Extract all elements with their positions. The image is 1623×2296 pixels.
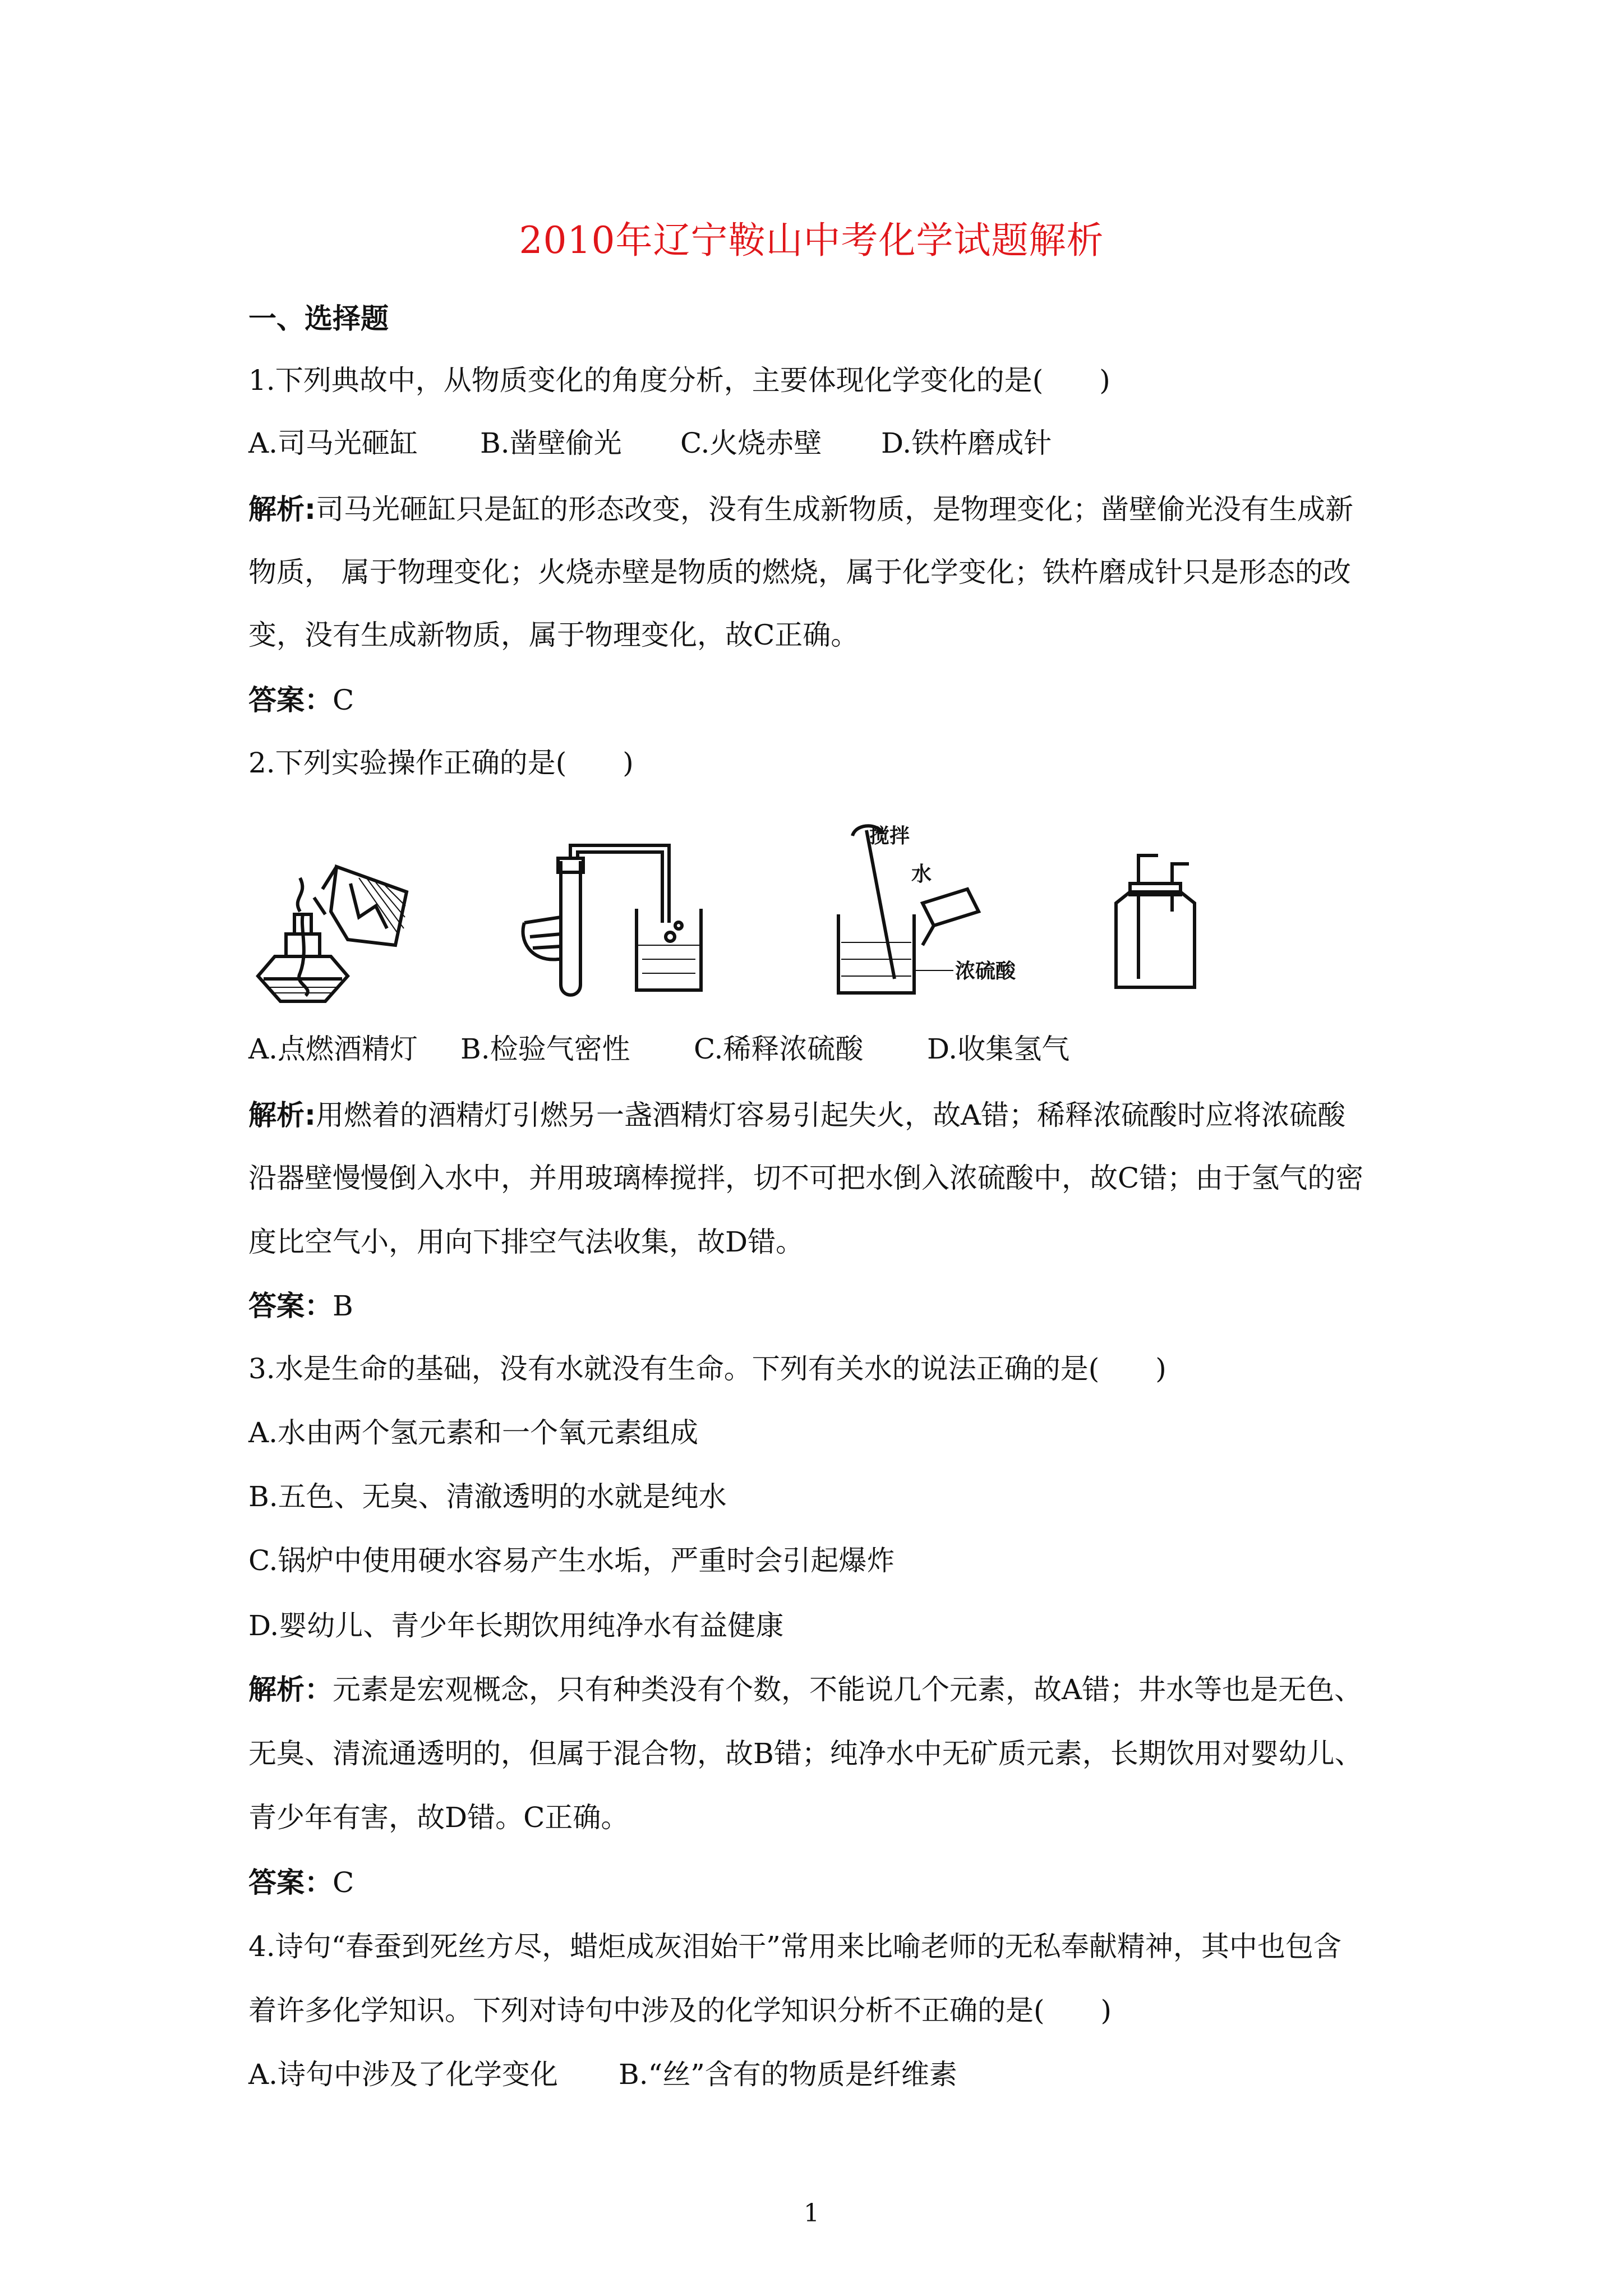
label-stir: 搅拌 [869,825,910,848]
question-1-analysis-line-3: 变，没有生成新物质，属于物理变化，故C正确。 [248,619,859,651]
option-a: A.诗句中涉及了化学变化 [248,2058,559,2091]
question-2-analysis-line-3: 度比空气小，用向下排空气法收集，故D错。 [248,1226,804,1258]
question-1-options [248,426,1370,460]
analysis-label: 解析: [248,1099,316,1131]
figure-airtightness-check [508,839,743,1007]
figure-alcohol-lamp [247,844,415,1013]
question-3-option-d: D.婴幼儿、青少年长期饮用纯净水有益健康 [248,1609,784,1642]
question-3-analysis-line-2: 无臭、清流通透明的，但属于混合物，故B错；纯净水中无矿质元素，长期饮用对婴幼儿、 [248,1737,1363,1770]
question-4-options [248,2058,1370,2091]
question-2-analysis-line-2: 沿器壁慢慢倒入水中，并用玻璃棒搅拌，切不可把水倒入浓硫酸中，故C错；由于氢气的密 [248,1162,1364,1194]
analysis-text: 用燃着的酒精灯引燃另一盏酒精灯容易引起失火，故A错；稀释浓硫酸时应将浓硫酸 [316,1099,1346,1131]
figure-gas-bottle [1105,850,1206,996]
answer-value: B [333,1290,353,1322]
question-1-analysis-line-1 [248,493,1353,526]
analysis-text: 元素是宏观概念，只有种类没有个数，不能说几个元素，故A错；井水等也是无色、 [333,1673,1363,1706]
analysis-label: 解析： [248,1673,333,1706]
question-3-analysis-line-1 [248,1673,1362,1706]
page-number: 1 [804,2199,819,2228]
option-d: D.收集氢气 [927,1033,1070,1065]
question-2-analysis-line-1 [248,1098,1345,1132]
section-heading: 一、选择题 [248,302,389,335]
label-acid: 浓硫酸 [955,960,1016,983]
label-water: 水 [911,863,932,886]
option-a: A.点燃酒精灯 [248,1033,418,1065]
question-3-analysis-line-3: 青少年有害，故D错。C正确。 [248,1801,629,1834]
analysis-text: 司马光砸缸只是缸的形态改变，没有生成新物质，是物理变化；凿壁偷光没有生成新 [316,493,1353,526]
answer-value: C [333,684,354,716]
figure-dilute-acid [822,813,1023,1015]
option-c: C.火烧赤壁 [680,427,822,459]
question-3-option-b: B.五色、无臭、清澈透明的水就是纯水 [248,1480,727,1513]
question-2-stem: 2.下列实验操作正确的是( ) [248,747,634,779]
question-1-answer [248,683,354,717]
question-1-stem: 1.下列典故中，从物质变化的角度分析，主要体现化学变化的是( ) [248,364,1110,397]
question-3-option-a: A.水由两个氢元素和一个氧元素组成 [248,1416,699,1449]
answer-label: 答案： [248,1866,333,1899]
question-1-analysis-line-2: 物质， 属于物理变化；火烧赤壁是物质的燃烧，属于化学变化；铁杵磨成针只是形态的改 [248,556,1351,588]
option-a: A.司马光砸缸 [248,427,418,459]
answer-label: 答案： [248,1290,333,1322]
question-2-options [248,1032,1370,1066]
page-title: 2010年辽宁鞍山中考化学试题解析 [519,219,1104,262]
option-b: B.凿壁偷光 [480,427,622,459]
option-c: C.稀释浓硫酸 [694,1033,864,1065]
question-3-answer [248,1866,354,1899]
question-3-stem: 3.水是生命的基础，没有水就没有生命。下列有关水的说法正确的是( ) [248,1352,1166,1385]
question-2-answer [248,1289,353,1323]
answer-label: 答案： [248,684,333,716]
question-3-option-c: C.锅炉中使用硬水容易产生水垢，严重时会引起爆炸 [248,1544,895,1577]
question-4-stem-line-2: 着许多化学知识。下列对诗句中涉及的化学知识分析不正确的是( ) [248,1994,1112,2027]
option-d: D.铁杵磨成针 [881,427,1052,459]
analysis-label: 解析: [248,493,316,526]
answer-value: C [333,1866,354,1899]
option-b: B.检验气密性 [460,1033,630,1065]
option-b: B.“丝”含有的物质是纤维素 [619,2058,957,2091]
question-4-stem-line-1: 4.诗句“春蚕到死丝方尽，蜡炬成灰泪始干”常用来比喻老师的无私奉献精神，其中也包含 [248,1930,1341,1963]
